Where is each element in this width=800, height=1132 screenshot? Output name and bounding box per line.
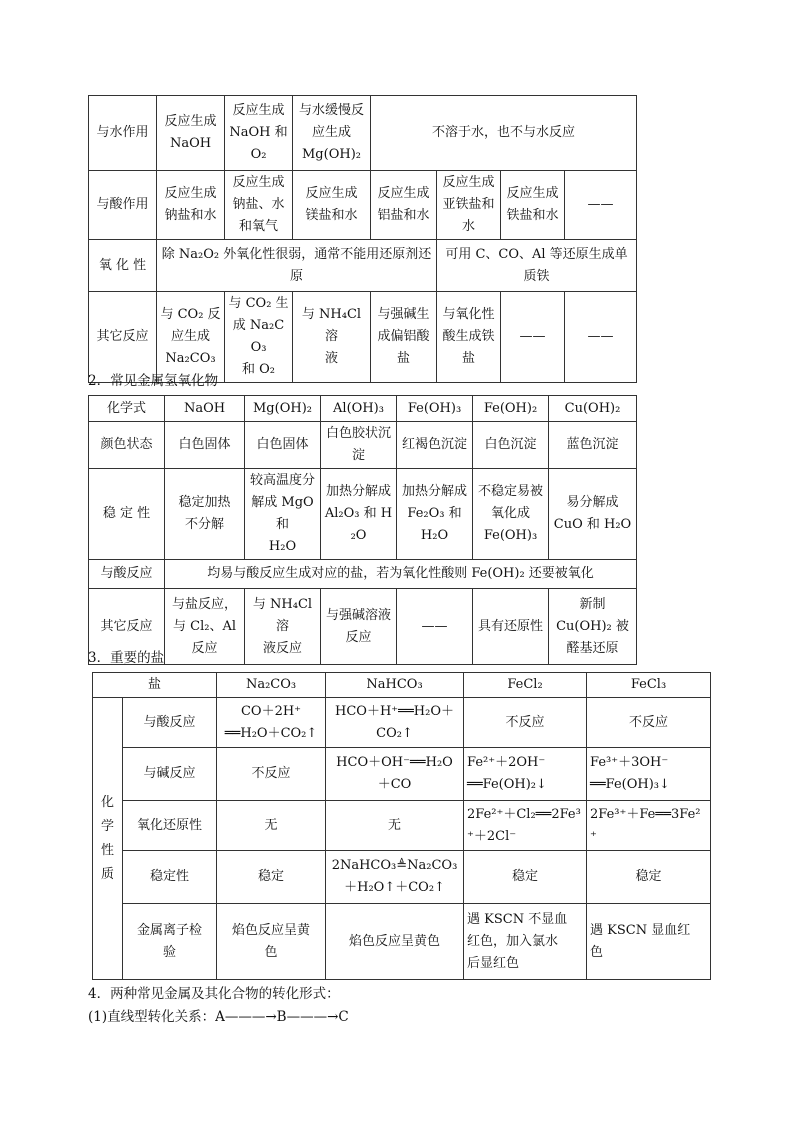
- row-label: 化学式: [89, 396, 165, 422]
- cell-line: 不反应: [629, 714, 669, 730]
- cell-line: ——: [587, 197, 614, 212]
- table-row: [89, 469, 637, 560]
- cell-line: NaOH: [169, 136, 212, 151]
- cell-line: 与碱反应: [143, 766, 196, 781]
- cell-line: ⁺: [590, 828, 597, 844]
- side-char: 学: [100, 818, 114, 834]
- section-4-title: 4．两种常见金属及其化合物的转化形式：: [88, 986, 340, 1002]
- cell-line: ＋H₂O↑＋CO₂↑: [344, 880, 445, 895]
- cell-line: 淀: [351, 448, 365, 463]
- cell-line: Fe₂O₃ 和 H₂O: [407, 506, 462, 543]
- cell-line: 反应生成: [305, 186, 358, 201]
- cell-line: 液: [324, 351, 338, 366]
- cell-line: 反应生成: [232, 103, 285, 118]
- table-row: [89, 422, 637, 469]
- cell-line: 与 NH₄Cl 溶: [301, 307, 362, 344]
- side-char: 性: [100, 842, 114, 858]
- cell-line: 质铁: [523, 268, 550, 284]
- cell-line: 与 CO₂ 生: [228, 296, 289, 311]
- cell-line: 与强碱溶液: [325, 607, 391, 623]
- cell-line: 应生成: [311, 125, 351, 140]
- cell-line: 不分解: [184, 517, 224, 532]
- cell-line: 与氧化性: [442, 307, 495, 322]
- cell-line: 铁盐和水: [506, 208, 559, 223]
- table-row: [93, 748, 711, 801]
- cell-line: 蓝色沉淀: [566, 437, 619, 452]
- cell-line: 色: [264, 944, 278, 960]
- cell-line: NaOH: [183, 400, 226, 416]
- cell-line: 不反应: [505, 714, 545, 730]
- cell-line: 氧化成: [490, 506, 530, 521]
- cell-line: 反应: [191, 640, 218, 656]
- cell-line: 镁盐和水: [305, 208, 358, 223]
- row-label: 与酸反应: [89, 560, 165, 589]
- cell-line: 具有还原性: [477, 618, 543, 634]
- cell-line: 与盐反应，: [171, 596, 237, 612]
- cell-line: 除 Na₂O₂ 外氧化性很弱，通常不能用还原剂还: [161, 246, 432, 262]
- cell-line: ——: [519, 329, 546, 344]
- header-cell: NaHCO₃: [326, 673, 464, 698]
- cell-line: 稳定: [512, 869, 539, 884]
- hydroxides-table: [88, 395, 637, 665]
- cell-line: 铝盐和水: [377, 208, 430, 223]
- cell-line: 钠盐和水: [164, 208, 217, 223]
- cell-line: ══Fe(OH)₂↓: [467, 777, 547, 792]
- cell-line: 无: [264, 817, 278, 833]
- cell-line: 不稳定易被: [477, 484, 543, 499]
- header-cell: FeCl₂: [464, 673, 587, 698]
- cell-line: 氧化还原性: [137, 817, 203, 833]
- cell-line: 稳定性: [150, 869, 190, 884]
- cell-line: O₂: [250, 147, 267, 162]
- cell-line: 红褐色沉淀: [401, 437, 467, 452]
- cell-line: 2Fe³⁺＋Fe══3Fe²: [590, 806, 701, 822]
- cell-line: 加热分解成: [401, 484, 467, 499]
- cell-line: 稳定: [258, 869, 285, 884]
- cell-line: 较高温度分: [249, 473, 315, 488]
- row-label: [123, 698, 217, 748]
- cell-line: 反应生成: [232, 175, 285, 190]
- cell-line: 与强碱生: [377, 307, 430, 322]
- cell-line: Fe³⁺＋3OH⁻: [590, 755, 669, 770]
- cell-line: 遇 KSCN 显血红: [590, 922, 691, 938]
- cell-line: 色: [590, 944, 604, 960]
- cell-line: 酸生成铁: [442, 329, 495, 344]
- table-row: [89, 292, 637, 383]
- cell-line: CuO 和 H₂O: [553, 517, 632, 532]
- row-label: [123, 851, 217, 904]
- header-cell: FeCl₃: [587, 673, 711, 698]
- cell-line: 白色胶状沉: [325, 426, 391, 441]
- cell-line: 成 Na₂CO₃: [232, 318, 285, 355]
- cell-line: 液反应: [262, 640, 302, 656]
- cell-line: 成偏铝酸: [377, 329, 430, 344]
- cell-line: 和氧气: [238, 219, 278, 234]
- cell-line: ＋CO: [377, 777, 412, 792]
- row-label: 与水作用: [89, 96, 157, 171]
- cell-line: 盐: [396, 351, 410, 366]
- cell-line: 钠盐、水: [232, 197, 285, 212]
- cell-line: 与酸反应: [143, 714, 196, 730]
- cell-line: 红色，加入氯水: [467, 933, 559, 949]
- cell-line: 易分解成: [566, 495, 619, 510]
- table-header-row: [93, 673, 711, 698]
- table-row: [89, 560, 637, 589]
- cell-line: 与 NH₄Cl 溶: [252, 596, 313, 634]
- cell-line: ——: [587, 329, 614, 344]
- table-row: [93, 801, 711, 851]
- cell-line: HCO＋OH⁻══H₂O: [336, 755, 453, 770]
- cell-line: Al(OH)₃: [333, 400, 384, 416]
- cell-line: 焰色反应呈黄: [232, 922, 311, 938]
- row-label: [123, 748, 217, 801]
- cell-line: Cu(OH)₂: [564, 400, 621, 416]
- row-label: [123, 801, 217, 851]
- table-row: [89, 240, 637, 292]
- cell-line: 盐: [461, 351, 475, 366]
- cell-line: ══H₂O＋CO₂↑: [224, 725, 318, 741]
- cell-line: Fe²⁺＋2OH⁻: [467, 755, 546, 770]
- row-label: 其它反应: [89, 589, 165, 665]
- cell-line: ══Fe(OH)₃↓: [590, 777, 670, 792]
- cell-line: Al₂O₃ 和 H₂O: [324, 506, 393, 543]
- cell-line: 反应: [345, 629, 372, 645]
- cell-line: 不反应: [251, 766, 291, 781]
- cell-line: Fe(OH)₂: [483, 400, 538, 416]
- cell-line: Mg(OH)₂: [302, 147, 361, 162]
- cell-line: 无: [388, 817, 402, 833]
- cell-line: Fe(OH)₃: [483, 528, 538, 543]
- cell-line: 白色固体: [256, 437, 309, 452]
- cell-line: 反应生成: [442, 175, 495, 190]
- cell-line: 可用 C、CO、Al 等还原生成单: [445, 246, 628, 262]
- cell-line: 稳定加热: [178, 495, 231, 510]
- cell-line: 遇 KSCN 不显血: [467, 911, 568, 927]
- table-row: [89, 589, 637, 665]
- cell-line: 白色沉淀: [484, 437, 537, 452]
- row-label: 稳 定 性: [89, 469, 165, 560]
- cell-line: 不溶于水，也不与水反应: [432, 125, 576, 140]
- side-label: [93, 698, 123, 980]
- cell-line: Mg(OH)₂: [253, 400, 312, 416]
- cell-line: 水: [461, 219, 475, 234]
- cell-line: 焰色反应呈黄色: [349, 933, 441, 949]
- cell-line: Na₂CO₃: [165, 351, 216, 366]
- cell-line: H₂O: [268, 539, 297, 554]
- cell-line: 与水缓慢反: [298, 103, 364, 118]
- header-cell: Na₂CO₃: [217, 673, 326, 698]
- header-cell: 盐: [93, 673, 217, 698]
- cell-line: ——: [421, 618, 448, 634]
- table-row: [89, 396, 637, 422]
- row-label: [123, 904, 217, 980]
- section-2-title: 2．常见金属氢氧化物: [88, 373, 219, 389]
- cell-line: 和 O₂: [241, 362, 275, 377]
- cell-line: 反应生成: [164, 114, 217, 129]
- cell-line: 加热分解成: [325, 484, 391, 499]
- cell-line: 金属离子检: [137, 922, 203, 938]
- cell-line: 稳定: [635, 869, 662, 884]
- cell-line: 新制: [579, 596, 606, 612]
- cell-line: 与 Cl₂、Al: [173, 618, 236, 634]
- cell-line: 2NaHCO₃≜Na₂CO₃: [331, 858, 458, 873]
- cell-line: 后显红色: [467, 955, 520, 971]
- cell-line: 亚铁盐和: [442, 197, 495, 212]
- cell-line: ⁺＋2Cl⁻: [467, 828, 517, 844]
- cell-line: 反应生成: [377, 186, 430, 201]
- side-char: 质: [100, 866, 114, 882]
- row-label: 其它反应: [89, 292, 157, 383]
- cell-line: 反应生成: [506, 186, 559, 201]
- cell-line: CO＋2H⁺: [240, 703, 302, 719]
- cell-line: 解成 MgO 和: [251, 495, 314, 532]
- cell-line: 均易与酸反应生成对应的盐，若为氧化性酸则 Fe(OH)₂ 还要被氧化: [207, 566, 594, 581]
- metal-compounds-table: [88, 95, 637, 383]
- cell-line: 验: [163, 944, 177, 960]
- section-4-subtitle: (1)直线型转化关系：A———→B———→C: [88, 1009, 349, 1025]
- cell-line: CO₂↑: [376, 725, 413, 741]
- table-row: [93, 904, 711, 980]
- cell-line: 原: [289, 268, 303, 284]
- table-row: [93, 698, 711, 748]
- table-row: [89, 96, 637, 171]
- row-label: 颜色状态: [89, 422, 165, 469]
- cell-line: Cu(OH)₂ 被: [556, 618, 629, 634]
- cell-line: HCO＋H⁺══H₂O＋: [335, 703, 455, 719]
- table-row: [89, 171, 637, 240]
- table-row: [93, 851, 711, 904]
- cell-line: 2Fe²⁺＋Cl₂══2Fe³: [467, 806, 581, 822]
- cell-line: 应生成: [170, 329, 210, 344]
- side-char: 化: [100, 794, 114, 810]
- cell-line: Fe(OH)₃: [407, 400, 462, 416]
- row-label: 氧 化 性: [89, 240, 157, 292]
- cell-line: 白色固体: [178, 437, 231, 452]
- cell-line: NaOH 和: [229, 125, 288, 140]
- cell-line: 醛基还原: [566, 640, 619, 656]
- salts-table: [92, 672, 711, 980]
- cell-line: 与 CO₂ 反: [160, 307, 221, 322]
- row-label: 与酸作用: [89, 171, 157, 240]
- section-3-title: 3．重要的盐: [88, 650, 165, 666]
- cell-line: 反应生成: [164, 186, 217, 201]
